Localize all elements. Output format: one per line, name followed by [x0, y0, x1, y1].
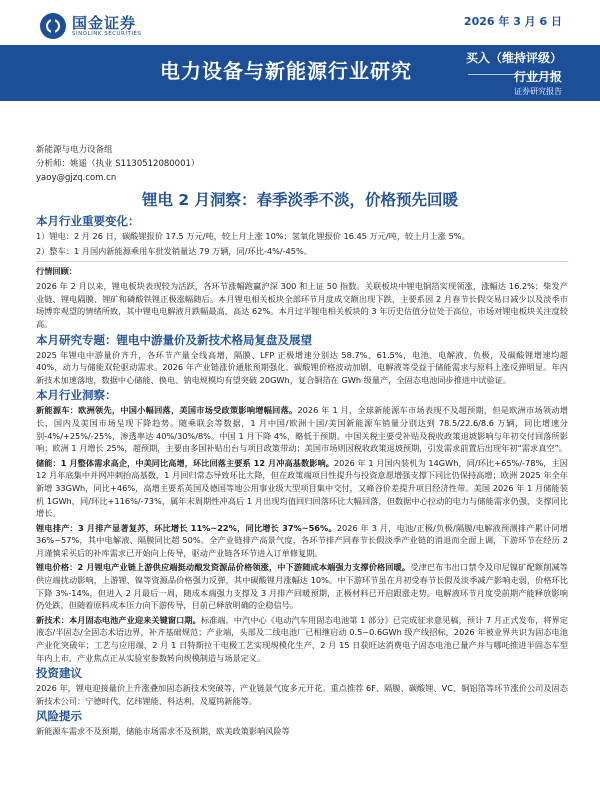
- analyst-group: 新能源与电力设备组: [36, 145, 113, 155]
- insight-technology-lead: 新技术：本月固态电池产业迎来关键窗口期。: [36, 614, 201, 625]
- section-title-changes: 本月行业重要变化：: [36, 214, 140, 228]
- insight-storage: [36, 457, 568, 520]
- insight-ev-text: 2026 年 1 月，全球新能源车市场表现不及超预期，但是欧洲市场领动增长，国内及美国市场呈现下降趋势。随乘联会等数据，1 月中国/欧洲十国/美国新能源车销量分别达到 78.5/22.6/8.6 万辆，同比增速分别-4%/+25%/-25%，渗透率达 40%/30%/8%。中国 1 月下降 4%，略低于预期。中国关税主要受补贴及税收政策退坡影响与年初交付回落所影响；欧洲 1 月增长 25%，超预期，主要由多国补贴出台与项目政策带动；美国市场则因税收政策退坡预期，引发需求前置后出现年初“需求真空”。: [36, 405, 568, 454]
- report-date: 2026 年 3 月 6 日: [463, 15, 562, 28]
- insight-production-text: 2026 年 3 月，电池/正极/负极/隔膜/电解液预测排产累计同增 36%~57%，其中电解液、隔膜同比超 50%。全产业链排产高景气度，各环节排产同春节长假淡季产业链的消退而全面上调，下游环节在经历 2 月谨慎采买后的补库需求已开始向上传导，驱动产业链各环节进入订单修复期。: [36, 522, 568, 558]
- insight-price-lead: 锂电价格：2 月锂电产业链上游供应端挺动酿发资源品价格领涨，中下游随成本端强力支撑价格回暖。: [36, 562, 411, 573]
- brand-logo-text: [72, 15, 141, 38]
- insight-ev: [36, 404, 568, 454]
- insight-storage-lead: 储能：1 月整体需求高企，中美同比高增，环比回落主要系 12 月冲高基数影响。: [36, 457, 334, 468]
- changes-item-1: 1）锂电：2 月 26 日，碳酸锂报价 17.5 万元/吨，较上月上涨 10%；氢氧化锂报价 16.45 万元/吨，较上月上涨 5%。: [36, 231, 470, 241]
- investment-paragraph: 2026 年，锂电迎接量价上升涨叠加固态新技术突破等，产业链景气度多元开花。重点推荐 6F、隔膜、碳酸锂、VC、铜铝箔等环节涨价公司及固态新技术公司：宁德时代、亿纬锂能、科达利，及厦钨新能等。: [36, 683, 568, 706]
- research-topic-paragraph: 2025 年锂电中游量价齐升，各环节产量全线高增，隔膜、LFP 正极增速分别达 58.7%、61.5%，电池、电解液、负极，及碳酸锂增速均超 40%，动力与储能双轮驱动需求。2026 年产业链涨价通胀预期强化，碳酸锂价格波动加剧，电解液等受益于储能需求与原料上涨反弹明显。年内新技术加速落地，数据中心储能、换电、钠电规模均有望突破 20GWh，复合铜箔在 GWh 级量产，全固态电池同步推进中试验证。: [36, 349, 568, 385]
- title-banner: [0, 45, 600, 101]
- risk-paragraph: 新能源车需求不及预期，储能市场需求不及预期，欧美政策影响风险等: [36, 726, 290, 737]
- insight-ev-lead: 新能源车：欧洲领先，中国小幅回落，美国市场受政策影响增幅回落。: [36, 405, 298, 416]
- section-title-risk: 风险提示: [36, 709, 82, 724]
- section-title-investment: 投资建议: [36, 666, 82, 681]
- report-department: 证券研究报告: [514, 87, 562, 96]
- section-title-insights: 本月行业洞察：: [36, 388, 117, 403]
- section-divider: [36, 261, 568, 262]
- insight-price-text: 受津巴布韦出口禁令及印尼镍矿配额削减等供应端扰动影响，上游锂、镍等资源品价格强力反弹，其中碳酸锂月涨幅达 10%。中下游环节虽在月初受春节长假及淡季减产影响走弱，价格环比下降 3%-14%，但进入 2 月最后一周，随成本端强力支撑及 3 月排产回暖预期，正极材料已开启跟涨走势。电解液环节月度受前期产能释放影响仍处跌，但随着原料成本压力向下游传导，目前已释放明确的企稳信号。: [36, 562, 568, 611]
- industry-title: 电力设备与新能源行业研究: [160, 59, 412, 83]
- brand-name-en: SINOLINK SECURITIES: [72, 30, 142, 37]
- analyst-email[interactable]: yaoy@gjzq.com.cn: [36, 173, 117, 183]
- insight-production-lead: 锂电排产：3 月排产显著复苏，环比增长 11%~22%，同比增长 37%~56%。: [36, 522, 337, 533]
- insight-technology-text: 标准端，中汽中心《电动汽车用固态电池第 1 部分》已完成征求意见稿，预计 7 月正式发布，将界定液态/半固态/全固态术语边界，补齐基础规范；产业端，头部及二线电池厂已相继启动 0.5~0.6GWh 级产线招标，2026 年被业界共识为固态电池产业化突破年；工艺与应用端，2 月 1 日特斯拉干电极工艺实现规模化生产，2 月 15 日获旺达消费电子固态电池已量产并与哪吒推进半固态车型年内上市，产业焦点正从实验室参数转向规模制造与场景定义。: [36, 614, 568, 663]
- section-title-research-topic: 本月研究专题：锂电中游量价及新技术格局复盘及展望: [36, 332, 312, 347]
- changes-item-2: 2）整车：1 月国内新能源乘用车批发销量达 79 万辆，同/环比-4%/-45%。: [36, 245, 312, 256]
- report-body: [36, 212, 568, 740]
- analyst-name: 分析师：姚遥（执业 S1130512080001）: [36, 159, 200, 169]
- subsection-title-market-review: 行情回顾：: [36, 266, 77, 277]
- brand-logo: [40, 13, 141, 39]
- rating-label: 买入（维持评级）: [465, 51, 562, 65]
- brand-name-cn: 国金证券: [72, 13, 137, 32]
- brand-logo-icon: [40, 13, 66, 39]
- insight-technology: [36, 614, 568, 664]
- insight-storage-text: 2026 年 1 月国内装机为 14GWh，同/环比+65%/-78%，主因 12 月年底集中并网冲刺抬高基数，1 月回归常态导致环比大降，但在政策端项目性提升与投资意愿增强支撑下同比仍保持高增；欧洲 2025 年全年新增 33GWh，同比+46%，高增主要系英国及德国等地公用事业级大型项目集中交付，又峰谷价差提升项目经济性带。美国 2026 年 1 月储能装机 1GWh，同/环比+116%/-73%，属年末周期性冲高后 1 月出现均值回归回落环比大幅回落，但数据中心拉动的电力与储能需求仍强，支撑同比增长。: [36, 457, 568, 519]
- insight-production: [36, 522, 568, 560]
- report-type: 行业月报: [513, 70, 562, 84]
- report-title: 锂电 2 月洞察：春季淡季不淡，价格预先回暖: [141, 191, 459, 209]
- insight-price: [36, 561, 568, 611]
- market-review-paragraph: 2026 年 2 月以来，锂电板块表现较为活跃，各环节涨幅跑赢沪深 300 和上证 50 指数。关联板块中锂电铜箔实现领涨，涨幅达 16.2%；柴发产业链、锂电隔膜、锂矿和磷酸铁锂正极涨幅随后。本月锂电相关板块全部环节月度成交额出现下跌，主要系因 2 月春节长假交易日减少以及淡季市场博弈观望的情绪所致，其中锂电电解液月跌幅最高，高达 62%。本月过半锂电相关板块的 3 年历史估值分位处于高位，市场对锂电板块关注度较高。: [36, 281, 568, 329]
- analyst-info: [36, 143, 199, 185]
- report-header: [0, 0, 600, 118]
